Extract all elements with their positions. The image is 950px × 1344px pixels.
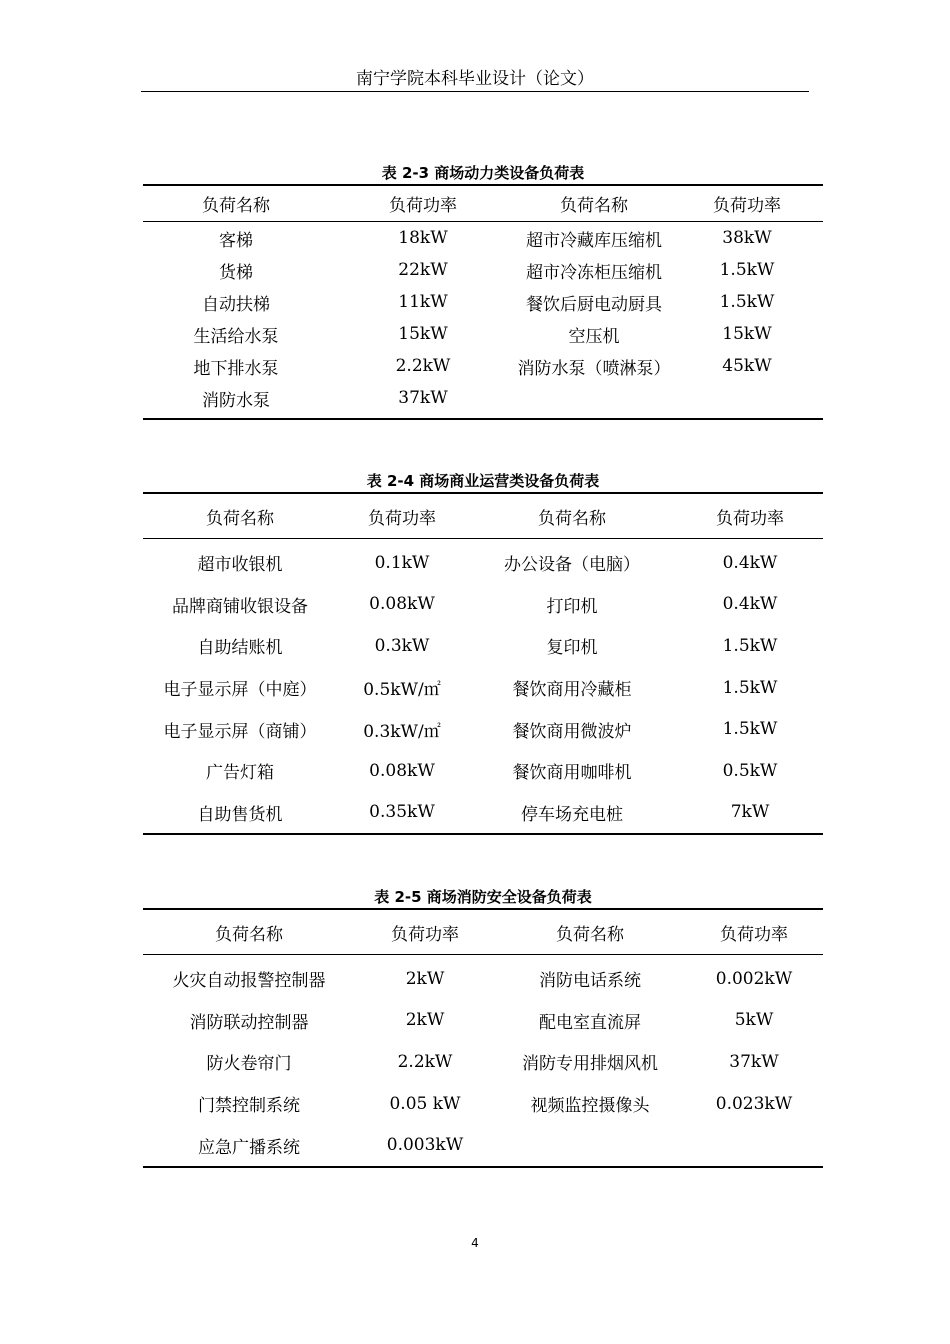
load-power-cell: 1.5kW bbox=[722, 677, 778, 698]
table-header-row bbox=[143, 494, 823, 538]
table-row bbox=[143, 750, 823, 792]
load-name-cell: 火灾自动报警控制器 bbox=[172, 971, 326, 992]
load-power-cell: 5kW bbox=[734, 1010, 774, 1031]
load-name-cell: 自助结账机 bbox=[197, 638, 283, 659]
table-row bbox=[143, 1000, 823, 1042]
load-name-cell: 自助售货机 bbox=[197, 804, 283, 825]
load-name-cell: 地下排水泵 bbox=[193, 358, 279, 379]
load-power-cell: 2.2kW bbox=[395, 356, 451, 376]
load-name-cell: 打印机 bbox=[546, 596, 598, 617]
load-name-cell: 餐饮商用微波炉 bbox=[512, 721, 632, 742]
running-header-title: 南宁学院本科毕业设计（论文） bbox=[356, 69, 594, 89]
column-header: 负荷功率 bbox=[716, 508, 784, 529]
load-power-cell: 1.5kW bbox=[719, 292, 775, 312]
table-row bbox=[143, 254, 823, 286]
load-power-cell: 0.05 kW bbox=[389, 1093, 461, 1114]
table-row bbox=[143, 708, 823, 750]
load-name-cell: 复印机 bbox=[546, 638, 598, 659]
load-name-cell: 消防专用排烟风机 bbox=[522, 1054, 658, 1075]
load-name-cell: 办公设备（电脑） bbox=[504, 555, 640, 576]
column-header: 负荷名称 bbox=[215, 924, 283, 945]
table-row bbox=[143, 792, 823, 834]
load-power-cell: 0.1kW bbox=[374, 552, 430, 573]
load-power-cell: 0.5kW bbox=[722, 760, 778, 781]
page-number: 4 bbox=[471, 1236, 479, 1250]
load-name-cell: 超市冷冻柜压缩机 bbox=[526, 262, 662, 283]
load-name-cell: 电子显示屏（商铺） bbox=[163, 721, 317, 742]
load-name-cell: 货梯 bbox=[219, 262, 253, 283]
load-name-cell: 消防水泵 bbox=[202, 390, 270, 411]
table-header-row bbox=[143, 910, 823, 954]
load-power-cell: 0.3kW bbox=[374, 635, 430, 656]
load-table-fire-safety bbox=[143, 908, 823, 1168]
load-power-cell: 11kW bbox=[398, 292, 448, 312]
load-power-cell: 0.4kW bbox=[722, 552, 778, 573]
table-caption: 表 2-3 商场动力类设备负荷表 bbox=[381, 164, 585, 182]
load-power-cell: 0.023kW bbox=[715, 1093, 793, 1114]
column-header: 负荷功率 bbox=[720, 924, 788, 945]
column-header: 负荷名称 bbox=[560, 196, 628, 216]
table-row bbox=[143, 1083, 823, 1125]
load-power-cell: 0.4kW bbox=[722, 594, 778, 615]
load-power-cell: 7kW bbox=[730, 802, 770, 823]
table-row bbox=[143, 286, 823, 318]
load-power-cell: 0.08kW bbox=[369, 760, 435, 781]
load-power-cell: 22kW bbox=[398, 260, 448, 280]
load-power-cell: 37kW bbox=[398, 388, 448, 408]
load-power-cell: 0.002kW bbox=[715, 968, 793, 989]
load-power-cell: 0.35kW bbox=[369, 802, 435, 823]
load-name-cell: 配电室直流屏 bbox=[539, 1012, 641, 1033]
table-row bbox=[143, 958, 823, 1000]
table-row bbox=[143, 1124, 823, 1166]
table-row bbox=[143, 222, 823, 254]
table-bottom-rule bbox=[143, 833, 823, 835]
column-header: 负荷名称 bbox=[202, 196, 270, 216]
column-header: 负荷功率 bbox=[389, 196, 457, 216]
table-row bbox=[143, 584, 823, 626]
load-power-cell: 15kW bbox=[398, 324, 448, 344]
table-row bbox=[143, 350, 823, 382]
load-power-cell: 0.3kW/㎡ bbox=[363, 721, 441, 742]
load-name-cell: 应急广播系统 bbox=[198, 1137, 300, 1158]
header-rule bbox=[141, 91, 809, 92]
column-header: 负荷名称 bbox=[206, 508, 274, 529]
load-power-cell: 2.2kW bbox=[397, 1051, 453, 1072]
load-power-cell: 0.003kW bbox=[386, 1135, 464, 1156]
table-row bbox=[143, 542, 823, 584]
load-power-cell: 1.5kW bbox=[722, 719, 778, 740]
table-bottom-rule bbox=[143, 1166, 823, 1168]
table-bottom-rule bbox=[143, 418, 823, 420]
table-row bbox=[143, 1041, 823, 1083]
load-name-cell: 视频监控摄像头 bbox=[530, 1096, 650, 1117]
load-name-cell: 超市冷藏库压缩机 bbox=[526, 230, 662, 251]
table-row bbox=[143, 667, 823, 709]
load-name-cell: 消防电话系统 bbox=[539, 971, 641, 992]
table-caption: 表 2-5 商场消防安全设备负荷表 bbox=[374, 888, 592, 906]
load-name-cell: 防火卷帘门 bbox=[206, 1054, 292, 1075]
load-name-cell: 超市收银机 bbox=[197, 555, 283, 576]
load-name-cell: 餐饮商用咖啡机 bbox=[512, 763, 632, 784]
load-power-cell: 0.08kW bbox=[369, 594, 435, 615]
load-power-cell: 38kW bbox=[722, 228, 772, 248]
load-power-cell: 37kW bbox=[729, 1051, 779, 1072]
load-power-cell: 1.5kW bbox=[719, 260, 775, 280]
load-name-cell: 电子显示屏（中庭） bbox=[163, 680, 317, 701]
table-row bbox=[143, 625, 823, 667]
column-header: 负荷功率 bbox=[368, 508, 436, 529]
load-table-power bbox=[143, 184, 823, 420]
load-name-cell: 自动扶梯 bbox=[202, 294, 270, 315]
load-power-cell: 1.5kW bbox=[722, 635, 778, 656]
load-name-cell: 消防联动控制器 bbox=[189, 1012, 309, 1033]
column-header: 负荷名称 bbox=[538, 508, 606, 529]
load-name-cell: 停车场充电桩 bbox=[521, 804, 623, 825]
load-name-cell: 餐饮商用冷藏柜 bbox=[512, 680, 632, 701]
load-power-cell: 15kW bbox=[722, 324, 772, 344]
load-power-cell: 18kW bbox=[398, 228, 448, 248]
table-row bbox=[143, 382, 823, 414]
table-row bbox=[143, 318, 823, 350]
column-header: 负荷功率 bbox=[713, 196, 781, 216]
load-name-cell: 广告灯箱 bbox=[206, 763, 274, 784]
load-name-cell: 客梯 bbox=[219, 230, 253, 251]
table-body bbox=[143, 955, 823, 1166]
load-power-cell: 2kW bbox=[405, 968, 445, 989]
column-header: 负荷名称 bbox=[556, 924, 624, 945]
load-name-cell: 空压机 bbox=[568, 326, 620, 347]
load-name-cell: 门禁控制系统 bbox=[198, 1096, 300, 1117]
load-name-cell: 品牌商铺收银设备 bbox=[172, 596, 308, 617]
table-body bbox=[143, 539, 823, 833]
load-name-cell: 餐饮后厨电动厨具 bbox=[526, 294, 662, 315]
load-name-cell: 消防水泵（喷淋泵） bbox=[517, 358, 671, 379]
table-caption: 表 2-4 商场商业运营类设备负荷表 bbox=[366, 472, 600, 490]
table-body bbox=[143, 222, 823, 418]
load-table-commercial bbox=[143, 492, 823, 835]
table-header-row bbox=[143, 186, 823, 221]
load-power-cell: 45kW bbox=[722, 356, 772, 376]
column-header: 负荷功率 bbox=[391, 924, 459, 945]
load-power-cell: 0.5kW/㎡ bbox=[363, 680, 441, 701]
load-name-cell: 生活给水泵 bbox=[193, 326, 279, 347]
load-power-cell: 2kW bbox=[405, 1010, 445, 1031]
